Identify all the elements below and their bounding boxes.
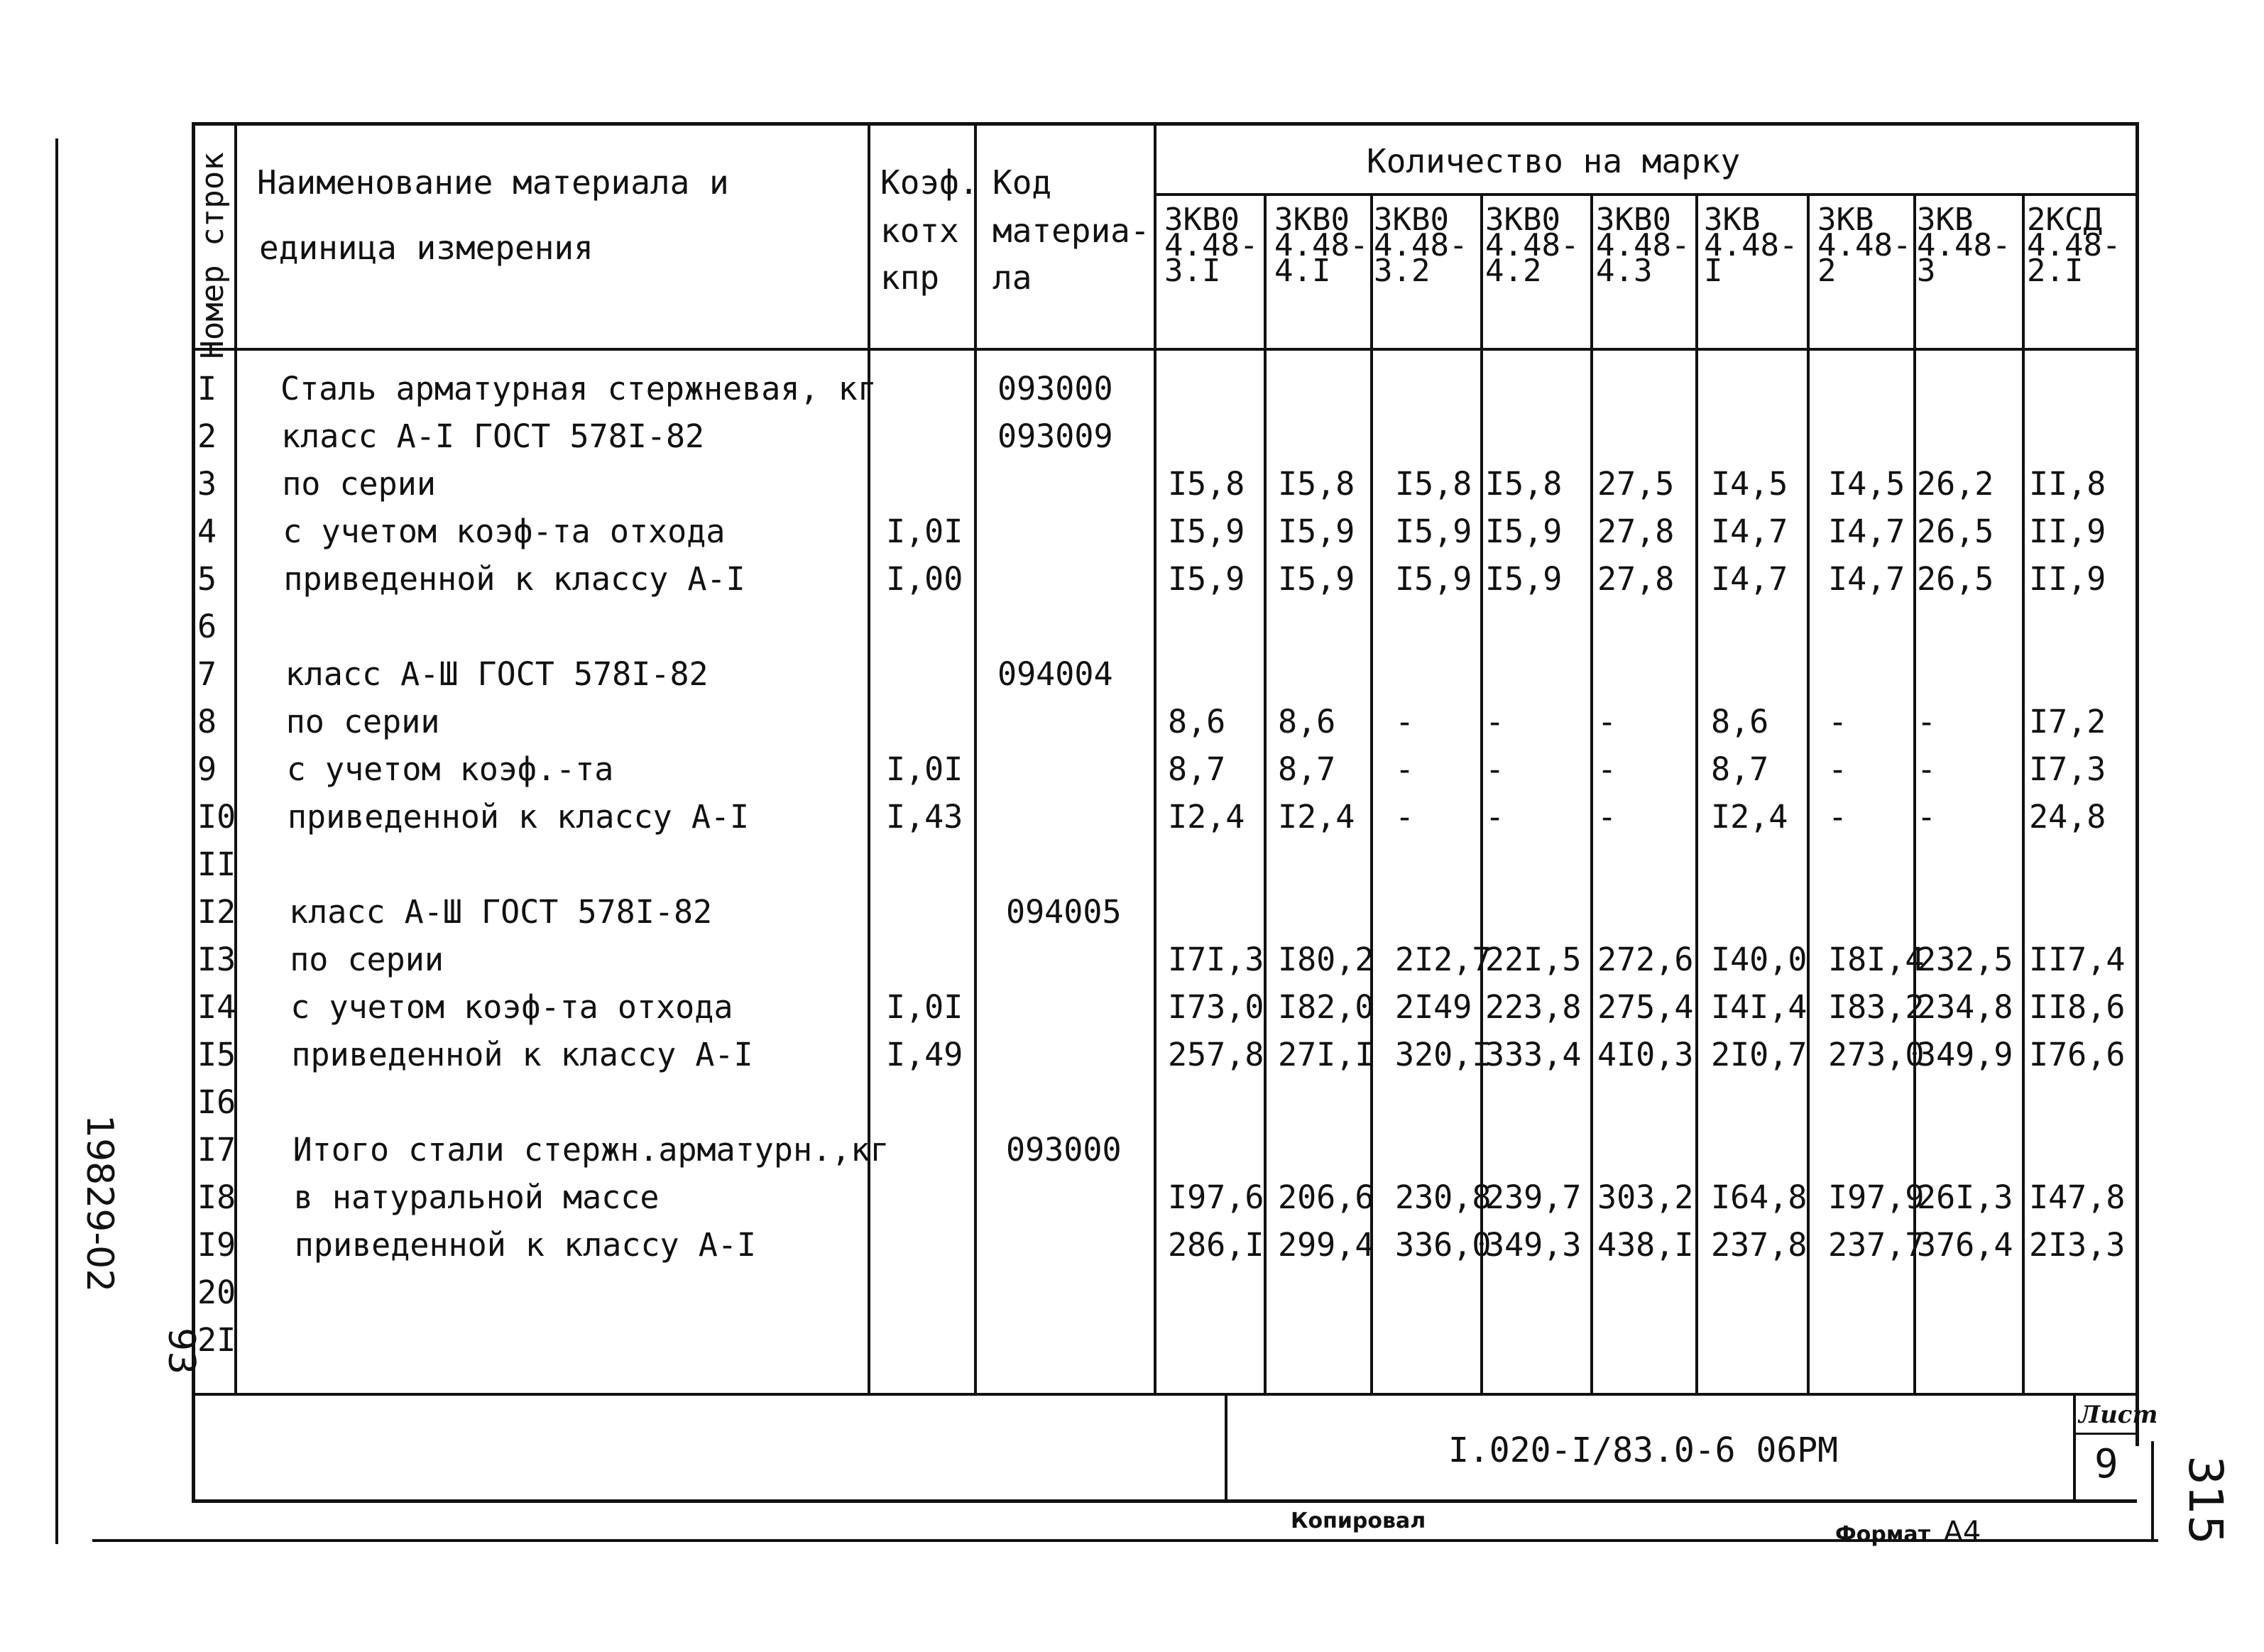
row-value-1: I5,8: [1168, 465, 1245, 503]
row-value-3: -: [1395, 703, 1415, 740]
mark-header-7: [1817, 202, 1912, 289]
row-value-9: II,9: [2029, 560, 2106, 598]
row-number: I6: [197, 1083, 236, 1121]
row-number-header: Номер строк: [195, 152, 231, 359]
row-value-6: 237,8: [1711, 1226, 1808, 1264]
mark-header-8-l1: 3КВ: [1917, 202, 1974, 238]
row-value-2: I5,8: [1278, 465, 1355, 503]
row-value-7: I97,9: [1828, 1178, 1925, 1216]
row-name: класс А-Ш ГОСТ 578I-82: [289, 893, 713, 931]
mark-header-3-l1: 3КВ0: [1374, 202, 1449, 238]
row-value-5: 303,2: [1597, 1178, 1694, 1216]
mark-header-6-l3: I: [1704, 253, 1723, 289]
row-code: 093000: [997, 370, 1113, 407]
row-value-2: 8,6: [1278, 703, 1336, 740]
mark-header-4-l2: 4.48-: [1485, 227, 1580, 263]
row-name: класс А-Ш ГОСТ 578I-82: [285, 655, 709, 693]
row-value-9: II,9: [2029, 513, 2106, 550]
row-number: I7: [197, 1131, 236, 1169]
name-header-line1: Наименование материала и: [257, 163, 729, 202]
mark-header-8-l3: 3: [1917, 253, 1936, 289]
sheet-number: 9: [2094, 1441, 2118, 1487]
row-code: 093009: [997, 417, 1113, 455]
row-name: приведенной к классу А-I: [294, 1226, 757, 1264]
row-value-9: I7,3: [2029, 750, 2106, 788]
row-value-9: I76,6: [2029, 1036, 2126, 1073]
row-value-2: I80,2: [1278, 941, 1374, 978]
row-value-6: 2I0,7: [1711, 1036, 1808, 1073]
mark-header-3: [1374, 202, 1468, 289]
col-line-m4: [1590, 193, 1593, 1393]
mark-header-9-l3: 2.I: [2027, 253, 2084, 289]
stamp-divider: [1225, 1393, 1227, 1499]
row-name: класс А-I ГОСТ 578I-82: [281, 417, 705, 455]
row-value-7: 237,7: [1828, 1226, 1925, 1264]
row-value-9: I47,8: [2029, 1178, 2126, 1216]
coef-header-line2: котх: [880, 212, 959, 250]
row-value-6: I2,4: [1711, 798, 1788, 836]
mark-header-4-l1: 3КВ0: [1485, 202, 1560, 238]
code-header-line2: материа-: [992, 212, 1150, 250]
row-value-4: 22I,5: [1485, 941, 1582, 978]
mark-header-2-l2: 4.48-: [1274, 227, 1369, 263]
row-value-2: 299,4: [1278, 1226, 1374, 1264]
row-value-1: I5,9: [1168, 513, 1245, 550]
row-number: I: [197, 370, 217, 407]
row-value-2: I82,0: [1278, 988, 1374, 1026]
row-number: 2: [197, 417, 217, 455]
row-value-9: I7,2: [2029, 703, 2106, 740]
row-value-4: -: [1485, 750, 1505, 788]
row-coef: I,00: [886, 560, 963, 598]
row-value-5: 275,4: [1597, 988, 1694, 1026]
row-value-4: I5,9: [1485, 513, 1563, 550]
row-number: I9: [197, 1226, 236, 1264]
mark-header-6-l2: 4.48-: [1704, 227, 1798, 263]
mark-header-1: [1164, 202, 1259, 289]
mark-header-6-l1: 3КВ: [1704, 202, 1761, 238]
row-number: 2I: [197, 1321, 236, 1359]
row-value-1: 8,6: [1168, 703, 1226, 740]
right-margin-page: 315: [2178, 1455, 2233, 1545]
mark-header-5-l3: 4.3: [1596, 253, 1653, 289]
row-value-3: -: [1395, 798, 1415, 836]
row-value-5: -: [1597, 798, 1617, 836]
row-value-1: I97,6: [1168, 1178, 1264, 1216]
row-value-2: 27I,I: [1278, 1036, 1374, 1073]
row-number: 3: [197, 465, 217, 503]
row-value-1: 8,7: [1168, 750, 1226, 788]
row-value-7: -: [1828, 750, 1848, 788]
outer-right-line: [2151, 1441, 2154, 1541]
row-name: с учетом коэф-та отхода: [283, 513, 726, 550]
row-number: I4: [197, 988, 236, 1026]
mark-header-7-l2: 4.48-: [1817, 227, 1912, 263]
row-value-1: I7I,3: [1168, 941, 1264, 978]
row-value-8: 232,5: [1917, 941, 2013, 978]
row-name: Сталь арматурная стержневая, кг: [280, 370, 877, 407]
row-coef: I,0I: [886, 513, 963, 550]
row-name: приведенной к классу А-I: [283, 560, 745, 598]
row-value-7: I4,7: [1828, 560, 1905, 598]
left-binding-line: [55, 138, 58, 1544]
row-value-3: -: [1395, 750, 1415, 788]
row-name: с учетом коэф.-та: [286, 750, 614, 788]
row-value-8: 26,2: [1917, 465, 1994, 503]
row-value-3: I5,9: [1395, 513, 1472, 550]
mark-header-9: [2027, 202, 2121, 289]
row-coef: I,0I: [886, 750, 963, 788]
name-header-line2: единица измерения: [259, 229, 594, 267]
marks-header-line: [1154, 193, 2137, 196]
document-code: I.020-I/83.0-6 06РМ: [1448, 1431, 1839, 1470]
row-value-8: -: [1917, 750, 1937, 788]
row-value-5: 4I0,3: [1597, 1036, 1694, 1073]
header-bottom-line: [192, 348, 2137, 351]
row-code: 093000: [1006, 1131, 1122, 1169]
sheet-label: Лист: [2079, 1401, 2158, 1429]
col-line-m8: [2022, 193, 2025, 1393]
row-value-2: 8,7: [1278, 750, 1336, 788]
row-name: по серии: [285, 703, 440, 740]
row-value-7: 273,0: [1828, 1036, 1925, 1073]
mark-header-1-l3: 3.I: [1164, 253, 1221, 289]
row-value-3: I5,8: [1395, 465, 1472, 503]
row-number: I8: [197, 1178, 236, 1216]
row-name: с учетом коэф-та отхода: [290, 988, 733, 1026]
row-value-7: I4,5: [1828, 465, 1905, 503]
mark-header-7-l1: 3КВ: [1817, 202, 1874, 238]
col-line-m1: [1264, 193, 1267, 1393]
row-value-7: -: [1828, 798, 1848, 836]
row-value-8: 234,8: [1917, 988, 2013, 1026]
row-value-1: I5,9: [1168, 560, 1245, 598]
row-value-8: 376,4: [1917, 1226, 2013, 1264]
row-name: по серии: [282, 465, 436, 503]
row-value-2: I5,9: [1278, 560, 1355, 598]
row-value-6: I4I,4: [1711, 988, 1808, 1026]
mark-header-2: [1274, 202, 1369, 289]
row-value-3: 336,0: [1395, 1226, 1492, 1264]
row-value-1: I73,0: [1168, 988, 1264, 1026]
row-value-8: 26I,3: [1917, 1178, 2013, 1216]
row-value-1: 257,8: [1168, 1036, 1264, 1073]
mark-header-2-l3: 4.I: [1274, 253, 1331, 289]
format-label-text: Формат: [1835, 1522, 1930, 1547]
mark-header-5: [1596, 202, 1690, 289]
table-top-border: [192, 122, 2137, 126]
row-name: приведенной к классу А-I: [291, 1036, 753, 1073]
stamp-bottom-line: [192, 1499, 2137, 1503]
row-value-8: 26,5: [1917, 560, 1994, 598]
code-header-line3: ла: [992, 258, 1032, 297]
coef-header-line3: кпр: [880, 258, 940, 297]
coef-header-line1: Коэф.: [880, 163, 979, 202]
mark-header-9-l1: 2КСД: [2027, 202, 2102, 238]
mark-header-3-l3: 3.2: [1374, 253, 1431, 289]
row-value-9: II,8: [2029, 465, 2106, 503]
col-line-name: [868, 122, 870, 1393]
row-value-7: -: [1828, 703, 1848, 740]
row-value-6: I4,7: [1711, 560, 1788, 598]
mark-header-5-l2: 4.48-: [1596, 227, 1690, 263]
row-number: 8: [197, 703, 217, 740]
row-name: по серии: [290, 941, 444, 978]
row-value-3: 230,8: [1395, 1178, 1492, 1216]
row-value-3: 2I2,7: [1395, 941, 1492, 978]
row-value-6: 8,7: [1711, 750, 1769, 788]
row-number: I5: [197, 1036, 236, 1073]
row-number: 20: [197, 1274, 236, 1311]
row-coef: I,0I: [886, 988, 963, 1026]
row-number: I3: [197, 941, 236, 978]
left-margin-page: 93: [160, 1328, 202, 1375]
row-value-8: -: [1917, 798, 1937, 836]
sheet-box-mid: [2073, 1433, 2137, 1435]
mark-header-8-l2: 4.48-: [1917, 227, 2011, 263]
row-number: 9: [197, 750, 217, 788]
row-value-5: 27,5: [1597, 465, 1675, 503]
row-value-6: I4,5: [1711, 465, 1788, 503]
row-value-9: II7,4: [2029, 941, 2126, 978]
format-value: А4: [1943, 1516, 1981, 1548]
left-margin-number: 19829-02: [78, 1115, 121, 1293]
col-line-m6: [1807, 193, 1810, 1393]
mark-header-2-l1: 3КВ0: [1274, 202, 1350, 238]
row-number: 4: [197, 513, 217, 550]
copied-label: Копировал: [1291, 1509, 1426, 1533]
col-line-coef: [974, 122, 977, 1393]
mark-header-7-l3: 2: [1817, 253, 1837, 289]
row-value-6: I40,0: [1711, 941, 1808, 978]
row-value-4: 239,7: [1485, 1178, 1582, 1216]
mark-header-1-l2: 4.48-: [1164, 227, 1259, 263]
row-value-8: -: [1917, 703, 1937, 740]
row-value-2: I5,9: [1278, 513, 1355, 550]
row-value-6: I64,8: [1711, 1178, 1808, 1216]
row-number: II: [197, 846, 236, 883]
sheet-box-left: [2073, 1393, 2076, 1499]
format-label: [1835, 1516, 1981, 1548]
row-value-9: II8,6: [2029, 988, 2126, 1026]
row-number: I2: [197, 893, 236, 931]
row-value-1: I2,4: [1168, 798, 1245, 836]
row-number: 5: [197, 560, 217, 598]
row-value-3: I5,9: [1395, 560, 1472, 598]
quantity-header-title: Количество на марку: [1367, 142, 1741, 180]
row-value-5: -: [1597, 703, 1617, 740]
mark-header-5-l1: 3КВ0: [1596, 202, 1671, 238]
row-coef: I,49: [886, 1036, 963, 1073]
table-bottom-line: [192, 1393, 2137, 1396]
row-value-8: 349,9: [1917, 1036, 2013, 1073]
mark-header-4: [1485, 202, 1580, 289]
code-header-line1: Код: [992, 163, 1052, 202]
row-number: 6: [197, 608, 217, 645]
mark-header-3-l2: 4.48-: [1374, 227, 1468, 263]
table-right-border: [2136, 122, 2139, 1446]
row-value-5: -: [1597, 750, 1617, 788]
row-value-5: 438,I: [1597, 1226, 1694, 1264]
row-value-4: 333,4: [1485, 1036, 1582, 1073]
row-value-8: 26,5: [1917, 513, 1994, 550]
row-value-4: I5,8: [1485, 465, 1563, 503]
row-value-3: 320,I: [1395, 1036, 1492, 1073]
row-value-6: 8,6: [1711, 703, 1769, 740]
mark-header-9-l2: 4.48-: [2027, 227, 2121, 263]
row-value-6: I4,7: [1711, 513, 1788, 550]
row-value-2: 206,6: [1278, 1178, 1374, 1216]
row-value-5: 272,6: [1597, 941, 1694, 978]
row-code: 094004: [997, 655, 1113, 693]
row-value-4: -: [1485, 798, 1505, 836]
row-value-1: 286,I: [1168, 1226, 1264, 1264]
row-value-4: -: [1485, 703, 1505, 740]
mark-header-1-l1: 3КВ0: [1164, 202, 1240, 238]
row-value-7: I83,2: [1828, 988, 1925, 1026]
row-code: 094005: [1006, 893, 1122, 931]
row-number: 7: [197, 655, 217, 693]
row-name: в натуральной массе: [293, 1178, 660, 1216]
row-value-4: 223,8: [1485, 988, 1582, 1026]
mark-header-6: [1704, 202, 1798, 289]
row-value-7: I4,7: [1828, 513, 1905, 550]
col-line-m5: [1695, 193, 1698, 1393]
row-value-4: 349,3: [1485, 1226, 1582, 1264]
row-value-5: 27,8: [1597, 513, 1675, 550]
mark-header-8: [1917, 202, 2011, 289]
row-name: Итого стали стержн.арматурн.,кг: [292, 1131, 890, 1169]
row-value-3: 2I49: [1395, 988, 1472, 1026]
row-name: приведенной к классу А-I: [287, 798, 750, 836]
row-value-9: 24,8: [2029, 798, 2106, 836]
mark-header-4-l3: 4.2: [1485, 253, 1542, 289]
row-number: I0: [197, 798, 236, 836]
row-value-9: 2I3,3: [2029, 1226, 2126, 1264]
row-coef: I,43: [886, 798, 963, 836]
row-value-7: I8I,4: [1828, 941, 1925, 978]
row-value-5: 27,8: [1597, 560, 1675, 598]
row-value-2: I2,4: [1278, 798, 1355, 836]
row-value-4: I5,9: [1485, 560, 1563, 598]
col-line-code: [1154, 122, 1156, 1393]
